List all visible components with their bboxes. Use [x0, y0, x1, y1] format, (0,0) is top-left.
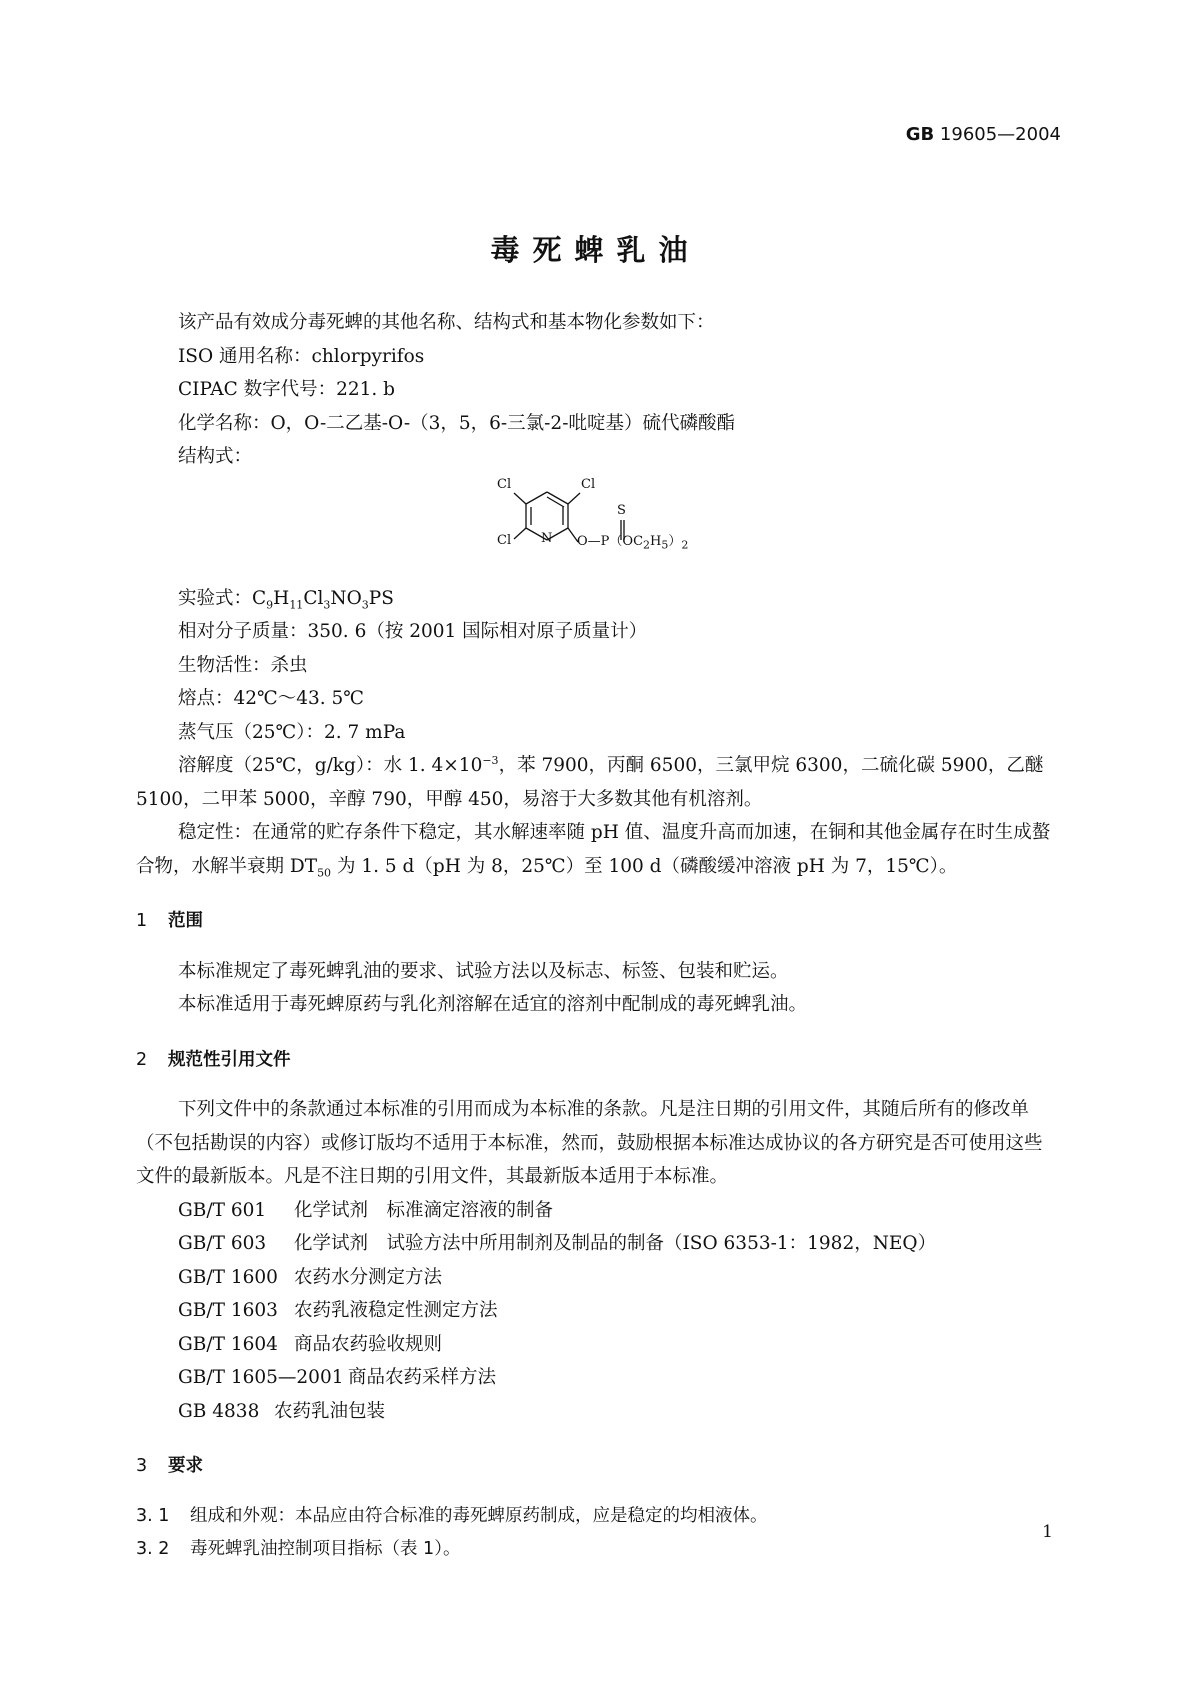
- standard-prefix: GB: [905, 124, 935, 145]
- reference-item: GB/T 603 化学试剂 试验方法中所用制剂及制品的制备（ISO 6353-1：1982，NEQ）: [178, 1233, 937, 1254]
- nitrogen-label: N: [541, 530, 553, 546]
- document-body: [136, 306, 1056, 1567]
- reference-item: GB/T 1603 农药乳液稳定性测定方法: [178, 1300, 498, 1321]
- section-heading: 3 要求: [136, 1456, 203, 1476]
- section-heading: 2 规范性引用文件: [136, 1049, 291, 1070]
- document-title: 毒死蜱乳油: [490, 233, 701, 267]
- chlorine-label: Cl: [497, 476, 512, 492]
- requirement-item: 3. 2 毒死蜱乳油控制项目指标（表 1）。: [136, 1539, 461, 1559]
- reference-item: GB 4838 农药乳油包装: [178, 1400, 386, 1422]
- chlorine-label: Cl: [497, 532, 512, 548]
- molecular-mass: 相对分子质量：350. 6（按 2001 国际相对原子质量计）: [178, 621, 648, 642]
- page-number: 1: [1042, 1522, 1053, 1542]
- requirement-item: 3. 1 组成和外观：本品应由符合标准的毒死蜱原药制成，应是稳定的均相液体。: [136, 1505, 768, 1526]
- chlorine-label: Cl: [581, 476, 596, 492]
- scope-paragraph: 本标准规定了毒死蜱乳油的要求、试验方法以及标志、标签、包装和贮运。: [178, 960, 789, 982]
- biological-activity: 生物活性：杀虫: [178, 654, 308, 676]
- standard-code: [906, 124, 1061, 145]
- vapor-pressure: 蒸气压（25℃）：2. 7 mPa: [178, 721, 406, 743]
- chemical-name: 化学名称：O，O-二乙基-O-（3，5，6-三氯-2-吡啶基）硫代磷酸酯: [178, 412, 735, 434]
- sulfur-label: S: [617, 502, 626, 518]
- empirical-formula: 实验式：$C_9H_{11}Cl_3NO_3PS$: [178, 587, 394, 612]
- stability-paragraph: 稳定性：在通常的贮存条件下稳定，其水解速率随 pH 值、温度升高而加速，在铜和其他金属存在时生成螯合物，水解半衰期 $DT_{50}$ 为 1. 5 d（pH 为 8，25℃）至 100 d（磷酸缓冲溶液 pH 为 7，15℃）。: [136, 822, 1051, 880]
- iso-name: ISO 通用名称：chlorpyrifos: [178, 345, 425, 367]
- references-paragraph: 下列文件中的条款通过本标准的引用而成为本标准的条款。凡是注日期的引用文件，其随后所有的修改单（不包括勘误的内容）或修订版均不适用于本标准，然而，鼓励根据本标准达成协议的各方研究是否可使用这些文件的最新版本。凡是不注日期的引用文件，其最新版本适用于本标准。: [136, 1099, 1043, 1187]
- pyridine-ring-drawing: [481, 478, 741, 578]
- section-heading: 1 范围: [136, 911, 203, 931]
- solubility-paragraph: 溶解度（25℃，g/kg）：水 1. $4\times 10^{-3}$，苯 7900，丙酮 6500，三氯甲烷 6300，二硫化碳 5900，乙醚 5100，二甲苯 5000，辛醇 790，甲醇 450，易溶于大多数其他有机溶剂。: [136, 753, 1044, 810]
- reference-item: GB/T 1605—2001 商品农药采样方法: [178, 1367, 497, 1388]
- reference-item: GB/T 1604 商品农药验收规则: [178, 1333, 443, 1355]
- structural-formula: [481, 478, 741, 578]
- structure-label: 结构式：: [178, 446, 253, 467]
- scope-paragraph: 本标准适用于毒死蜱原药与乳化剂溶解在适宜的溶剂中配制成的毒死蜱乳油。: [178, 994, 808, 1015]
- ester-group-label: $O—P(OC_2H_5)_2$: [577, 533, 689, 552]
- reference-item: GB/T 601 化学试剂 标准滴定溶液的制备: [178, 1199, 554, 1221]
- standard-number: 19605—2004: [939, 124, 1061, 145]
- intro-paragraph: 该产品有效成分毒死蜱的其他名称、结构式和基本物化参数如下：: [178, 312, 715, 333]
- reference-item: GB/T 1600 农药水分测定方法: [178, 1266, 443, 1288]
- cipac-code: CIPAC 数字代号：221. b: [178, 379, 396, 400]
- melting-point: 熔点：42℃～43. 5℃: [178, 688, 365, 709]
